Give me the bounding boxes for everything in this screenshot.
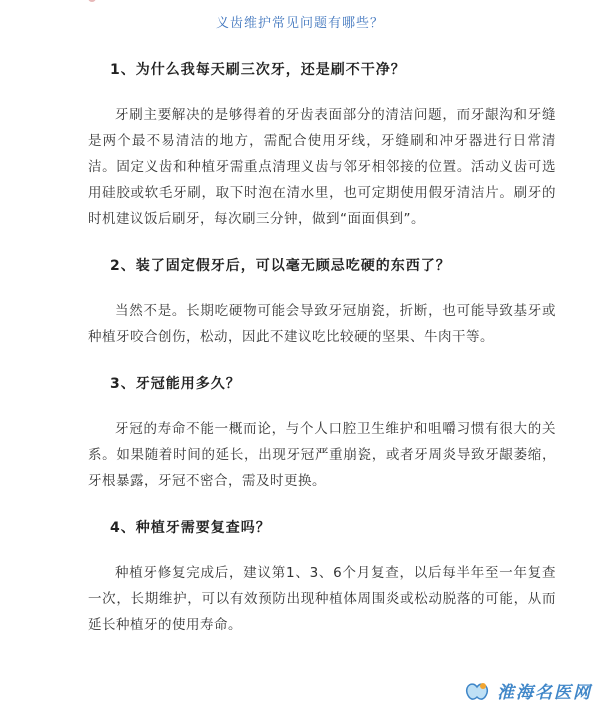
faq-question: 4、种植牙需要复查吗？ xyxy=(110,520,271,536)
faq-section xyxy=(88,370,556,494)
faq-answer: 种植牙修复完成后，建议第1、3、6个月复查，以后每半年至一年复查一次，长期维护，可以有效预防出现种植体周围炎或松动脱落的可能，从而延长种植牙的使用寿命。 xyxy=(88,565,556,633)
faq-section xyxy=(88,252,556,350)
site-watermark xyxy=(463,678,592,703)
faq-answer: 牙冠的寿命不能一概而论，与个人口腔卫生维护和咀嚼习惯有很大的关系。如果随着时间的延长，出现牙冠严重崩瓷，或者牙周炎导致牙龈萎缩，牙根暴露，牙冠不密合，需及时更换。 xyxy=(88,421,556,489)
decorative-dot xyxy=(88,0,96,2)
tooth-logo-icon xyxy=(463,679,491,703)
page-title: 义齿维护常见问题有哪些？ xyxy=(215,16,384,31)
faq-question: 2、装了固定假牙后，可以毫无顾忌吃硬的东西了？ xyxy=(110,258,451,274)
faq-answer: 牙刷主要解决的是够得着的牙齿表面部分的清洁问题，而牙龈沟和牙缝是两个最不易清洁的地方，需配合使用牙线，牙缝刷和冲牙器进行日常清洁。固定义齿和种植牙需重点清理义齿与邻牙相邻接的位置。活动义齿可选用硅胶或软毛牙刷，取下时泡在清水里，也可定期使用假牙清洁片。刷牙的时机建议饭后刷牙，每次刷三分钟，做到“面面俱到”。 xyxy=(88,107,556,227)
faq-question: 3、牙冠能用多久？ xyxy=(110,376,241,392)
article-content xyxy=(88,56,556,638)
faq-question: 1、为什么我每天刷三次牙，还是刷不干净？ xyxy=(110,62,406,78)
faq-answer: 当然不是。长期吃硬物可能会导致牙冠崩瓷，折断，也可能导致基牙或种植牙咬合创伤，松动，因此不建议吃比较硬的坚果、牛肉干等。 xyxy=(88,303,556,345)
faq-section xyxy=(88,514,556,638)
watermark-text: 淮海名医网 xyxy=(497,683,592,703)
faq-section xyxy=(88,56,556,232)
